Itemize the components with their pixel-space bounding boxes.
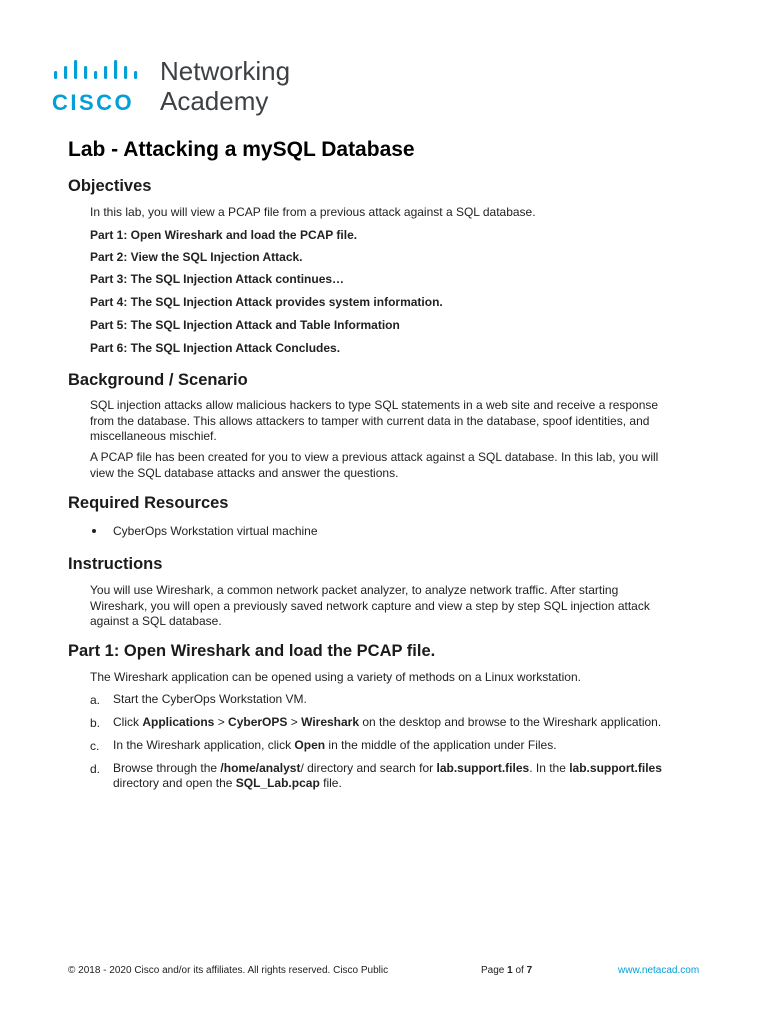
text-run: In the Wireshark application, click <box>113 738 295 752</box>
background-paragraph-1 <box>90 398 710 445</box>
step-b <box>113 715 661 731</box>
text-run: in the middle of the application under Files. <box>325 738 557 752</box>
logo-networking-text: Networking <box>160 56 291 86</box>
bold-term: /home/analyst <box>220 761 301 775</box>
text-run: on the desktop and browse to the Wireshark application. <box>359 715 662 729</box>
text-line: from the database. This allows attackers to tamper with current data in the database, spoof identities, and <box>90 413 650 428</box>
text-run: Click <box>113 715 143 729</box>
objective-part-6: Part 6: The SQL Injection Attack Concludes. <box>90 341 341 355</box>
page-current: 1 <box>507 965 513 976</box>
cisco-bars-icon <box>54 60 150 84</box>
copyright-text: 2018 - 2020 Cisco and/or its affiliates. All rights reserved. Cisco Public <box>78 965 389 976</box>
text-line: Wireshark, you will open a previously saved network capture and view a step by step SQL injection attack <box>90 598 650 613</box>
objectives-heading: Objectives <box>68 177 152 195</box>
bold-term: lab.support.files <box>436 761 530 775</box>
bold-term: SQL_Lab.pcap <box>235 776 320 790</box>
part1-intro: The Wireshark application can be opened using a variety of methods on a Linux workstation. <box>90 670 581 684</box>
step-letter: d. <box>90 762 101 776</box>
bold-term: Applications <box>142 715 215 729</box>
step-d-continued <box>113 776 342 792</box>
step-letter: b. <box>90 716 101 730</box>
resources-heading: Required Resources <box>68 494 229 512</box>
text-run: directory and open the <box>113 776 236 790</box>
text-line: SQL injection attacks allow malicious hackers to type SQL statements in a web site and receive a response <box>90 398 659 412</box>
netacad-link[interactable]: www.netacad.com <box>618 965 700 976</box>
text-line: view the SQL database attacks and answer the questions. <box>90 465 399 480</box>
objective-part-5: Part 5: The SQL Injection Attack and Table Information <box>90 318 400 332</box>
step-letter: a. <box>90 693 101 707</box>
instructions-heading: Instructions <box>68 555 163 573</box>
step-d <box>113 761 662 777</box>
page-of: of <box>512 965 527 976</box>
text-line: A PCAP file has been created for you to view a previous attack against a SQL database. In this lab, you will <box>90 450 659 464</box>
objective-part-4: Part 4: The SQL Injection Attack provides system information. <box>90 295 443 309</box>
instructions-paragraph <box>90 583 710 630</box>
text-line: You will use Wireshark, a common network packet analyzer, to analyze network traffic. After starting <box>90 583 619 597</box>
page-prefix: Page <box>481 965 508 976</box>
step-a <box>113 692 307 708</box>
bold-term: Open <box>294 738 326 752</box>
cisco-wordmark: CISCO <box>52 90 135 115</box>
step-c <box>113 738 557 754</box>
bold-term: lab.support.files <box>569 761 662 775</box>
step-letter: c. <box>90 739 100 753</box>
objective-part-1: Part 1: Open Wireshark and load the PCAP file. <box>90 228 358 242</box>
footer-copyright <box>68 965 388 976</box>
footer-page-number <box>481 965 532 976</box>
text-run: > <box>287 715 302 729</box>
bold-term: Wireshark <box>301 715 360 729</box>
copyright-icon: © <box>68 965 76 976</box>
objectives-intro: In this lab, you will view a PCAP file from a previous attack against a SQL database. <box>90 205 536 219</box>
text-run: Browse through the <box>113 761 221 775</box>
text-line: miscellaneous mischief. <box>90 429 217 443</box>
bold-term: CyberOPS <box>228 715 288 729</box>
bullet-icon <box>92 529 96 533</box>
background-heading: Background / Scenario <box>68 371 248 389</box>
page-title: Lab - Attacking a mySQL Database <box>68 138 415 161</box>
cisco-networking-academy-logo <box>52 56 312 120</box>
page-total: 7 <box>526 965 533 976</box>
resource-item: CyberOps Workstation virtual machine <box>113 524 318 538</box>
objective-part-2: Part 2: View the SQL Injection Attack. <box>90 250 303 264</box>
text-line: against a SQL database. <box>90 614 222 628</box>
part1-heading: Part 1: Open Wireshark and load the PCAP file. <box>68 642 436 660</box>
background-paragraph-2 <box>90 450 710 481</box>
text-run: > <box>214 715 229 729</box>
text-run: . In the <box>529 761 570 775</box>
text-run: Start the CyberOps Workstation VM. <box>113 692 307 706</box>
text-run: file. <box>319 776 342 790</box>
text-run: / directory and search for <box>300 761 437 775</box>
objective-part-3: Part 3: The SQL Injection Attack continues… <box>90 272 345 286</box>
logo-academy-text: Academy <box>160 86 269 116</box>
